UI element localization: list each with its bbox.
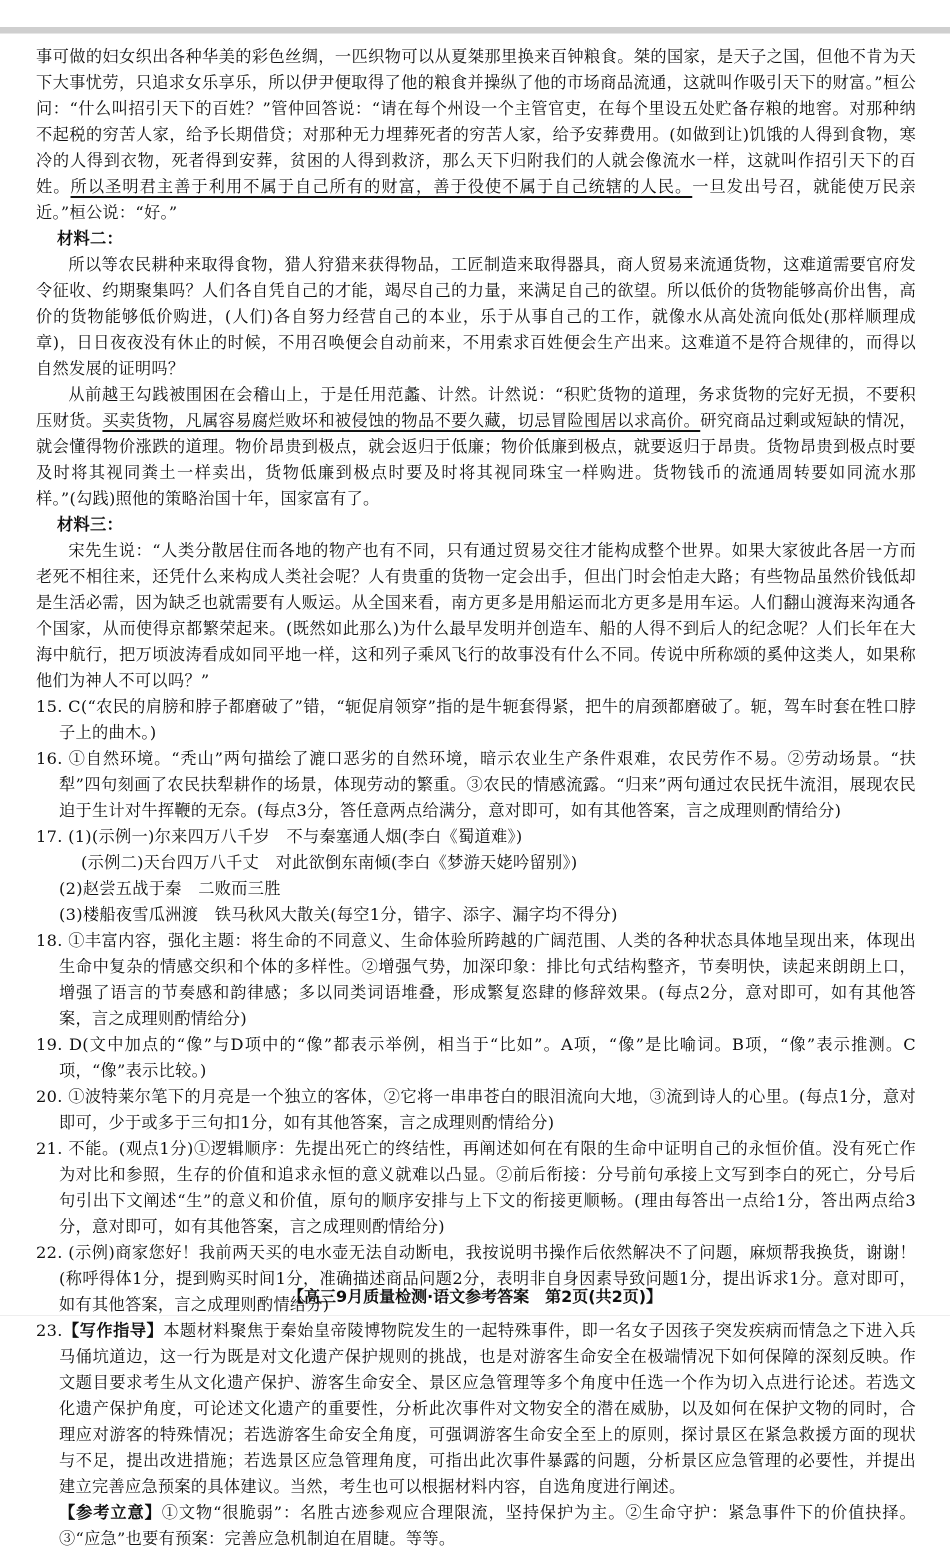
material3-heading: 材料三： — [57, 515, 123, 534]
answer-22: 22. (示例)商家您好！我前两天买的电水壶无法自动断电，我按说明书操作后依然解决不了问题，麻烦帮我换货，谢谢！(称呼得体1分，提到购买时间1分，准确描述商品问题2分，表明非自身因素导致问题1分，提出诉求1分。意对即可，如有其他答案，言之成理则酌情给分) — [36, 1243, 916, 1314]
answer-21: 21. 不能。(观点1分)①逻辑顺序：先提出死亡的终结性，再阐述如何在有限的生命中证明自己的永恒价值。没有死亡作为对比和参照，生存的价值和追求永恒的意义就难以凸显。②前后衔接：分号前句承接上文写到李白的死亡，分号后句引出下文阐述“生”的意义和价值，原句的顺序安排与上下文的衔接更顺畅。(理由每答出一点给1分，答出两点给3分，意对即可，如有其他答案，言之成理则酌情给分) — [36, 1139, 916, 1236]
answer-19: 19. D(文中加点的“像”与D项中的“像”都表示举例，相当于“比如”。A项，“像”是比喻词。B项，“像”表示推测。C项，“像”表示比较。) — [36, 1035, 916, 1080]
answer-17-1b: (示例二)天台四万八千丈 对此欲倒东南倾(李白《梦游天姥吟留别》) — [81, 853, 578, 872]
item-number: 23. — [36, 1321, 63, 1340]
reference-text: ①文物“很脆弱”：名胜古迹参观应合理限流，坚持保护为主。②生命守护：紧急事件下的价值抉择。③“应急”也要有预案：完善应急机制迫在眉睫。等等。 — [59, 1503, 916, 1548]
answer-16: 16. ①自然环境。“秃山”两句描绘了漉口恶劣的自然环境，暗示农业生产条件艰难，农民劳作不易。②劳动场景。“扶犁”四句刻画了农民扶犁耕作的场景，体现劳动的繁重。③农民的情感流露。“归来”两句通过农民抚牛流泪，展现农民迫于生计对牛挥鞭的无奈。(每点3分，答任意两点给满分，意对即可，如有其他答案，言之成理则酌情给分) — [36, 749, 916, 820]
material1-paragraph — [36, 44, 916, 226]
top-divider-bar — [0, 27, 950, 34]
writing-guide-label: 【写作指导】 — [62, 1321, 164, 1340]
text-segment: 从前越王勾践被围困在会稽山上，于是任用范蠡、计然。计然说：“积贮货物的道理，务求货物的完好无损，不要积压财货。 — [36, 385, 916, 430]
page-footer: 【高三9月质量检测·语文参考答案 第2页(共2页)】 — [287, 1287, 663, 1306]
answer-18: 18. ①丰富内容，强化主题：将生命的不同意义、生命体验所跨越的广阔范围、人类的各种状态具体地呈现出来，体现出生命中复杂的情感交织和个体的多样性。②增强气势，加深印象：排比句式结构整齐，节奏明快，读起来朗朗上口，增强了语言的节奏感和韵律感；多以同类词语堆叠，形成繁复恣肆的修辞效果。(每点2分，意对即可，如有其他答案，言之成理则酌情给分) — [36, 931, 916, 1028]
underlined-segment: 所以圣明君主善于利用不属于自己所有的财富，善于役使不属于自己统辖的人民。 — [70, 177, 693, 196]
answer-23 — [36, 1318, 916, 1500]
document-body — [36, 44, 916, 1552]
answer-15: 15. C(“农民的肩膀和脖子都磨破了”错，“轭促肩领穿”指的是牛轭套得紧，把牛的肩颈都磨破了。轭，驾车时套在牲口脖子上的曲木。) — [36, 697, 916, 742]
underlined-segment: 买卖货物，凡属容易腐烂败坏和被侵蚀的物品不要久藏，切忌冒险囤居以求高价。 — [102, 411, 701, 430]
answer-20: 20. ①波特莱尔笔下的月亮是一个独立的客体，②它将一串串苍白的眼泪流向大地，③流到诗人的心里。(每点1分，意对即可，少于或多于三句扣1分，如有其他答案，言之成理则酌情给分) — [36, 1087, 916, 1132]
answer-17-1a: 17. (1)(示例一)尔来四万八千岁 不与秦塞通人烟(李白《蜀道难》) — [36, 827, 523, 846]
material2-paragraph-1: 所以等农民耕种来取得食物，猎人狩猎来获得物品，工匠制造来取得器具，商人贸易来流通货物，这难道需要官府发令征收、约期聚集吗？人们各自凭自己的才能，竭尽自己的力量，来满足自己的欲望。所以低价的货物能够高价出售，高价的货物能够低价购进，(人们)各自努力经营自己的本业，乐于从事自己的工作，就像水从高处流向低处(那样顺理成章)，日日夜夜没有休止的时候，不用召唤便会自动前来，不用索求百姓便会生产出来。这难道不是符合规律的，而得以自然发展的证明吗？ — [36, 255, 916, 378]
answer-17-3: (3)楼船夜雪瓜洲渡 铁马秋风大散关(每空1分，错字、添字、漏字均不得分) — [59, 905, 618, 924]
bottom-divider — [0, 1315, 950, 1316]
material2-paragraph-2 — [36, 382, 916, 512]
answer-17-2: (2)赵尝五战于秦 二败而三胜 — [59, 879, 281, 898]
text-segment: 一旦发出号召，就能使万民亲近。”桓公说：“好。” — [36, 177, 916, 222]
writing-guide-text: 本题材料聚焦于秦始皇帝陵博物院发生的一起特殊事件，即一名女子因孩子突发疾病而情急之下进入兵马俑坑道边，这一行为既是对文化遗产保护规则的挑战，也是对游客生命安全在极端情况下如何保障的深刻反映。作文题目要求考生从文化遗产保护、游客生命安全、景区应急管理等多个角度中任选一个作为切入点进行论述。若选文化遗产保护角度，可论述文化遗产的重要性，分析此次事件对文物安全的潜在威胁，以及如何在保护文物的同时，合理应对游客的特殊情况；若选游客生命安全角度，可强调游客生命安全至上的原则，探讨景区在紧急救援方面的现状与不足，提出改进措施；若选景区应急管理角度，可指出此次事件暴露的问题，分析景区应急管理的必要性，并提出建立完善应急预案的具体建议。当然，考生也可以根据材料内容，自选角度进行阐述。 — [59, 1321, 916, 1496]
material2-heading: 材料二： — [57, 229, 123, 248]
text-segment: 研究商品过剩或短缺的情况，就会懂得物价涨跌的道理。物价昂贵到极点，就会返归于低廉；物价低廉到极点，就要返归于昂贵。货物昂贵到极点时要及时将其视同粪土一样卖出，货物低廉到极点时要及时将其视同珠宝一样购进。货物钱币的流通周转要如同流水那样。”(勾践)照他的策略治国十年，国家富有了。 — [36, 411, 917, 508]
material3-paragraph: 宋先生说：“人类分散居住而各地的物产也有不同，只有通过贸易交往才能构成整个世界。如果大家彼此各居一方而老死不相往来，还凭什么来构成人类社会呢？人有贵重的货物一定会出手，但出门时会怕走大路；有些物品虽然价钱低却是生活必需，因为缺乏也就需要有人贩运。从全国来看，南方更多是用船运而北方更多是用车运。人们翻山渡海来沟通各个国家，从而使得京都繁荣起来。(既然如此那么)为什么最早发明并创造车、船的人得不到后人的纪念呢？人们长年在大海中航行，把万顷波涛看成如同平地一样，这和列子乘风飞行的故事没有什么不同。传说中所称颂的奚仲这类人，如果称他们为神人不可以吗？” — [36, 541, 916, 690]
text-segment: 事可做的妇女织出各种华美的彩色丝绸，一匹织物可以从夏桀那里换来百钟粮食。桀的国家，是天子之国，但他不肯为天下大事忧劳，只追求女乐享乐，所以伊尹便取得了他的粮食并操纵了他的市场商品流通，这就叫作吸引天下的财富。”桓公问：“什么叫招引天下的百姓？”管仲回答说：“请在每个州设一个主管官吏，在每个里设五处贮备存粮的地窖。对那种纳不起税的穷苦人家，给予长期借贷；对那种无力埋葬死者的穷苦人家，给予安葬费用。(如做到让)饥饿的人得到食物，寒冷的人得到衣物，死者得到安葬，贫困的人得到救济，那么天下归附我们的人就会像流水一样，这就叫作招引天下的百姓。 — [36, 47, 916, 196]
answer-23-reference — [36, 1500, 916, 1552]
reference-label: 【参考立意】 — [59, 1503, 162, 1522]
